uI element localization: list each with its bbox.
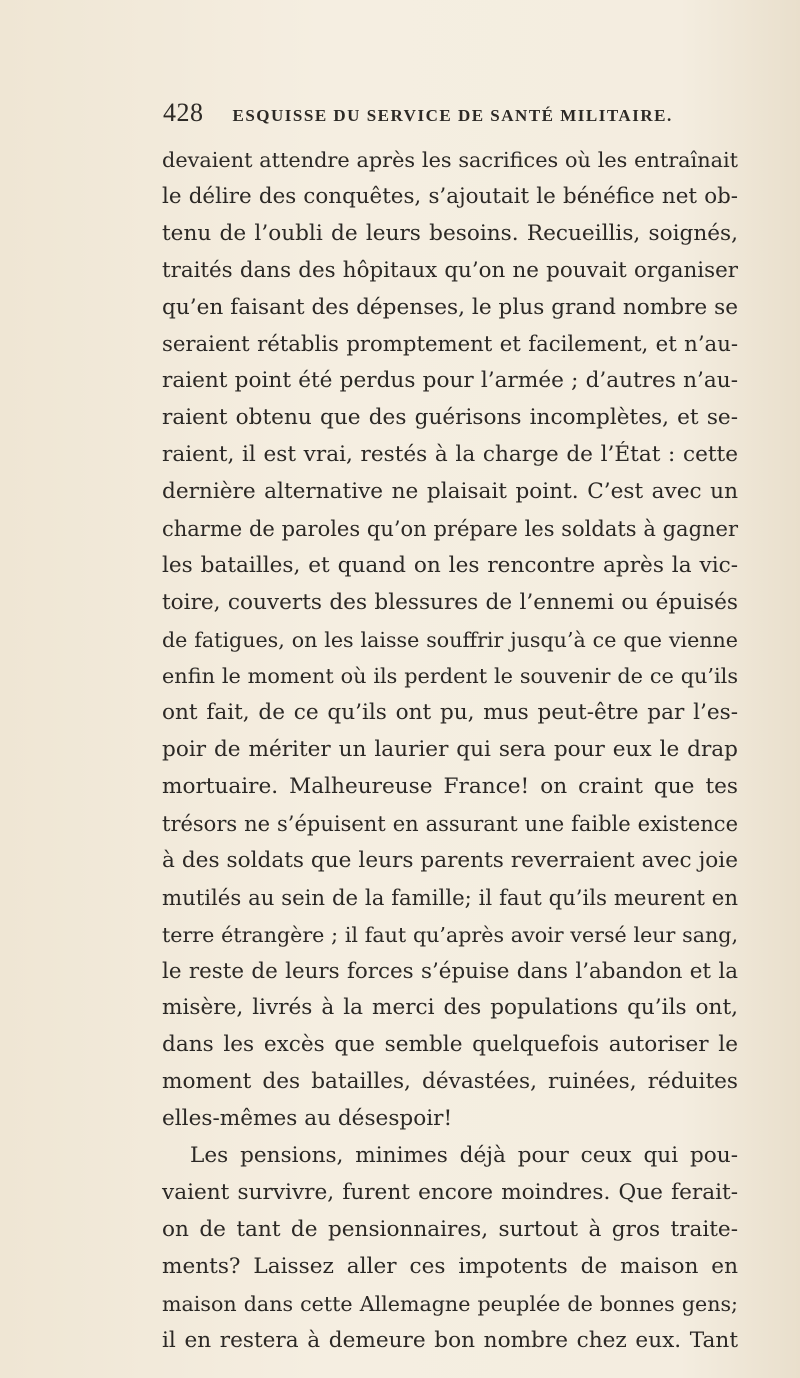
running-head (163, 98, 723, 138)
text-line: à des soldats que leurs parents reverraient avec joie (162, 847, 738, 873)
text-line: seraient rétablis promptement et facilement, et n’au- (162, 331, 738, 357)
text-line: vaient survivre, furent encore moindres. Que ferait- (162, 1179, 738, 1205)
text-line: poir de mériter un laurier qui sera pour eux le drap (162, 737, 738, 763)
paragraph-start-line: Les pensions, minimes déjà pour ceux qui pou- (190, 1143, 738, 1169)
text-line: misère, livrés à la merci des populations qu’ils ont, (162, 995, 738, 1021)
text-line: dernière alternative ne plaisait point. C’est avec un (162, 479, 738, 505)
text-line: de fatigues, on les laisse souffrir jusqu’à ce que vienne (162, 627, 738, 652)
text-line: on de tant de pensionnaires, surtout à gros traite- (162, 1216, 738, 1242)
text-line: raient obtenu que des guérisons incomplètes, et se- (162, 405, 738, 431)
text-line: trésors ne s’épuisent en assurant une faible existence (162, 812, 738, 837)
text-line: raient point été perdus pour l’armée ; d’autres n’au- (162, 368, 738, 394)
text-line: toire, couverts des blessures de l’ennemi ou épuisés (162, 589, 738, 615)
text-line: les batailles, et quand on les rencontre après la vic- (162, 552, 738, 578)
text-line: mortuaire. Malheureuse France! on craint que tes (162, 774, 738, 800)
body-text (162, 142, 738, 1359)
paragraph-end-line: elles-mêmes au désespoir! (162, 1106, 453, 1132)
text-line: terre étrangère ; il faut qu’après avoir versé leur sang, (162, 922, 738, 947)
running-head-title: ESQUISSE DU SERVICE DE SANTÉ MILITAIRE. (232, 106, 673, 125)
text-line: mutilés au sein de la famille; il faut qu’ils meurent en (162, 884, 738, 910)
text-line: maison dans cette Allemagne peuplée de bonnes gens; (162, 1291, 738, 1316)
text-line: dans les excès que semble quelquefois autoriser le (162, 1032, 738, 1058)
text-line: moment des batailles, dévastées, ruinées, réduites (162, 1069, 738, 1095)
text-line: ments? Laissez aller ces impotents de maison en (162, 1253, 738, 1279)
text-line: tenu de l’oubli de leurs besoins. Recueillis, soignés, (162, 220, 738, 246)
text-line: le reste de leurs forces s’épuise dans l’abandon et la (162, 958, 738, 984)
text-line: ont fait, de ce qu’ils ont pu, mus peut-être par l’es- (162, 700, 738, 726)
text-line: le délire des conquêtes, s’ajoutait le bénéfice net ob- (162, 183, 738, 209)
text-line: traités dans des hôpitaux qu’on ne pouvait organiser (162, 257, 738, 283)
text-line: charme de paroles qu’on prépare les soldats à gagner (162, 516, 738, 541)
text-line: devaient attendre après les sacrifices où les entraînait (162, 148, 738, 172)
text-line: qu’en faisant des dépenses, le plus grand nombre se (162, 294, 738, 320)
text-line: il en restera à demeure bon nombre chez eux. Tant (162, 1327, 738, 1353)
text-line: enfin le moment où ils perdent le souvenir de ce qu’ils (162, 664, 738, 689)
page-number: 428 (163, 98, 204, 127)
text-line: raient, il est vrai, restés à la charge de l’État : cette (162, 442, 738, 468)
